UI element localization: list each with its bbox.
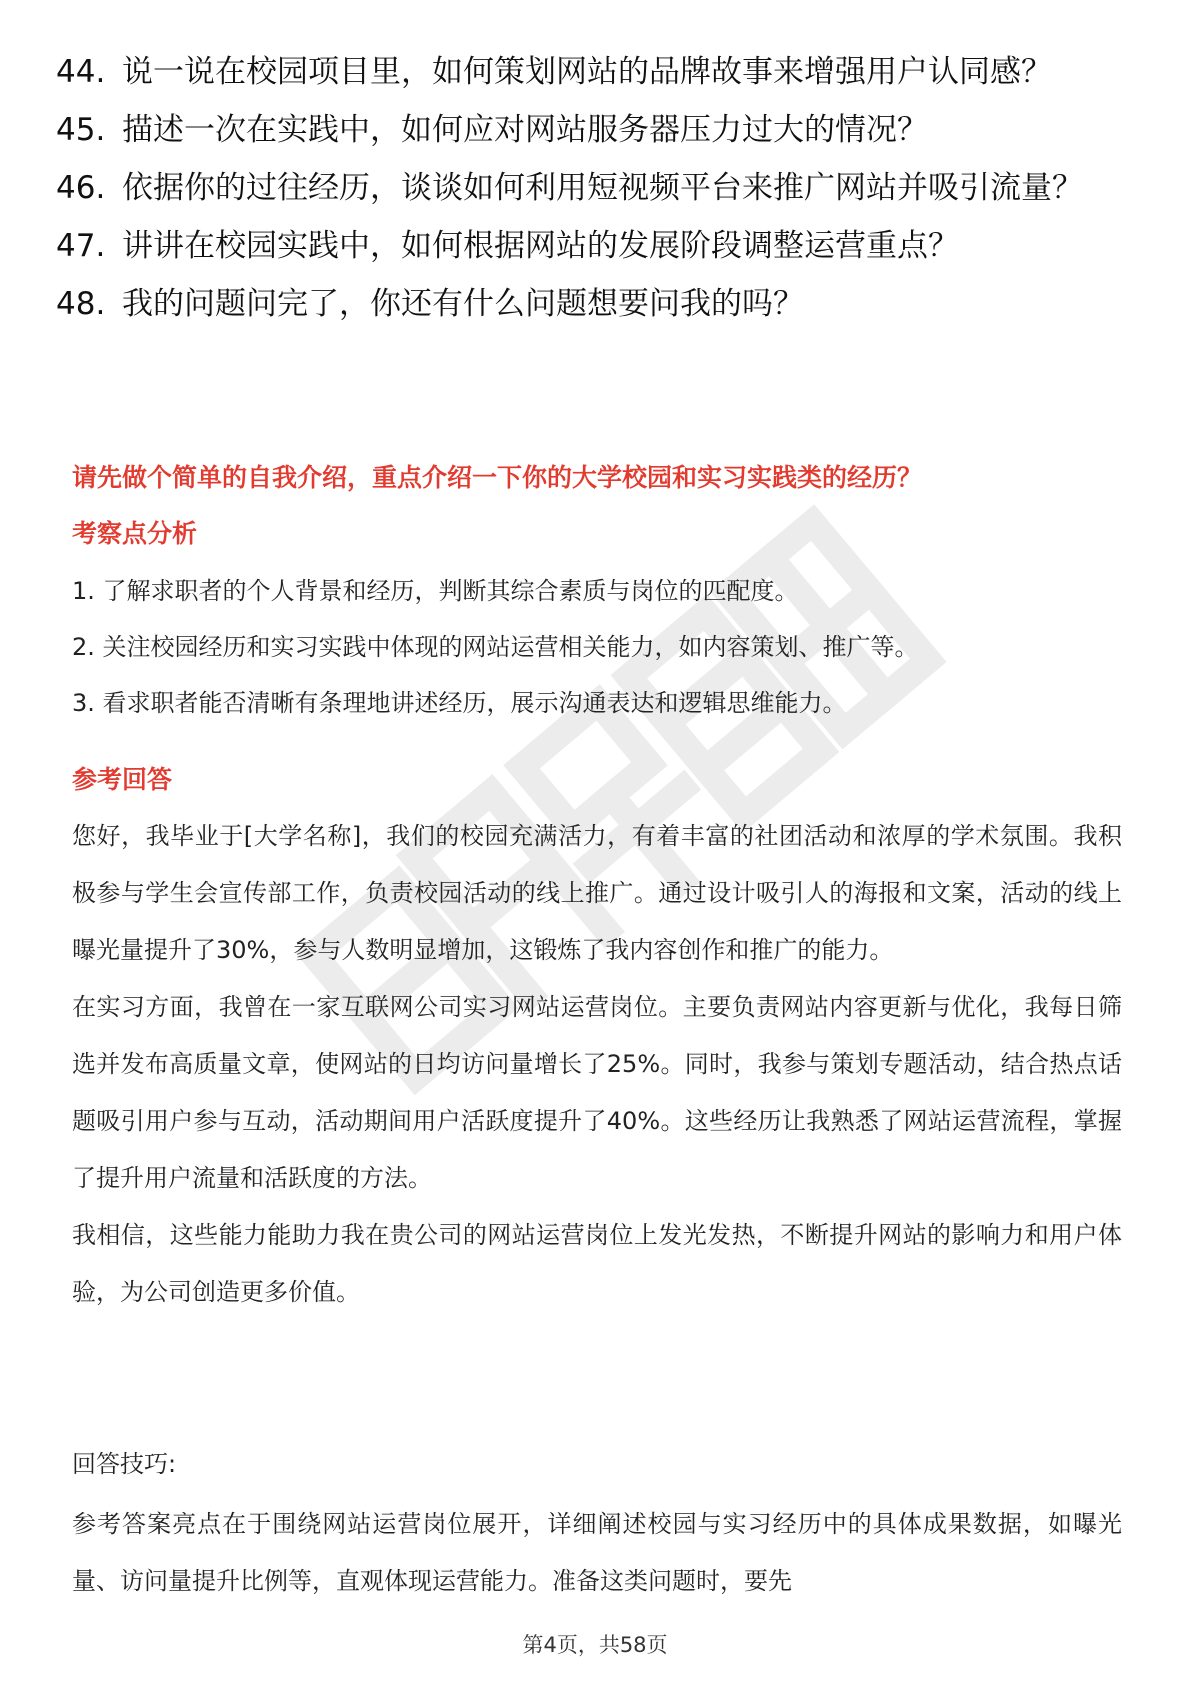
analysis-heading: 考察点分析 xyxy=(72,519,198,548)
page-footer: 第4页，共58页 xyxy=(522,1633,668,1657)
question-item xyxy=(56,166,1116,210)
tips-text: 参考答案亮点在于围绕网站运营岗位展开，详细阐述校园与实习经历中的具体成果数据，如曝光量、访问量提升比例等，直观体现运营能力。准备这类问题时，要先 xyxy=(72,1510,1122,1595)
question-number: 47. xyxy=(56,228,106,264)
question-item xyxy=(56,50,1116,94)
answer-paragraph: 您好，我毕业于[大学名称]，我们的校园充满活力，有着丰富的社团活动和浓厚的学术氛围。我积极参与学生会宣传部工作，负责校园活动的线上推广。通过设计吸引人的海报和文案，活动的线上曝光量提升了30%，参与人数明显增加，这锻炼了我内容创作和推广的能力。 xyxy=(72,822,1122,964)
question-text: 描述一次在实践中，如何应对网站服务器压力过大的情况？ xyxy=(122,112,928,148)
reference-answer xyxy=(72,808,1122,1321)
analysis-point: 1. 了解求职者的个人背景和经历，判断其综合素质与岗位的匹配度。 xyxy=(72,577,799,605)
question-text: 我的问题问完了，你还有什么问题想要问我的吗？ xyxy=(122,286,804,322)
answer-paragraph: 我相信，这些能力能助力我在贵公司的网站运营岗位上发光发热，不断提升网站的影响力和用户体验，为公司创造更多价值。 xyxy=(72,1221,1122,1306)
question-text: 依据你的过往经历，谈谈如何利用短视频平台来推广网站并吸引流量？ xyxy=(122,170,1083,206)
question-list xyxy=(56,50,1116,340)
analysis-point: 2. 关注校园经历和实习实践中体现的网站运营相关能力，如内容策划、推广等。 xyxy=(72,633,919,661)
answer-paragraph: 在实习方面，我曾在一家互联网公司实习网站运营岗位。主要负责网站内容更新与优化，我每日筛选并发布高质量文章，使网站的日均访问量增长了25%。同时，我参与策划专题活动，结合热点话题吸引用户参与互动，活动期间用户活跃度提升了40%。这些经历让我熟悉了网站运营流程，掌握了提升用户流量和活跃度的方法。 xyxy=(72,993,1122,1192)
question-number: 46. xyxy=(56,170,106,206)
question-text: 讲讲在校园实践中，如何根据网站的发展阶段调整运营重点？ xyxy=(122,228,959,264)
question-item xyxy=(56,108,1116,152)
question-number: 45. xyxy=(56,112,106,148)
reference-heading: 参考回答 xyxy=(72,765,173,794)
question-item xyxy=(56,224,1116,268)
featured-question-title: 请先做个简单的自我介绍，重点介绍一下你的大学校园和实习实践类的经历？ xyxy=(72,463,923,492)
tips-label: 回答技巧: xyxy=(72,1450,177,1478)
question-number: 48. xyxy=(56,286,106,322)
question-item xyxy=(56,282,1116,326)
question-text: 说一说在校园项目里，如何策划网站的品牌故事来增强用户认同感？ xyxy=(122,54,1052,90)
question-number: 44. xyxy=(56,54,106,90)
analysis-point: 3. 看求职者能否清晰有条理地讲述经历，展示沟通表达和逻辑思维能力。 xyxy=(72,689,847,717)
analysis-list xyxy=(72,574,1122,742)
